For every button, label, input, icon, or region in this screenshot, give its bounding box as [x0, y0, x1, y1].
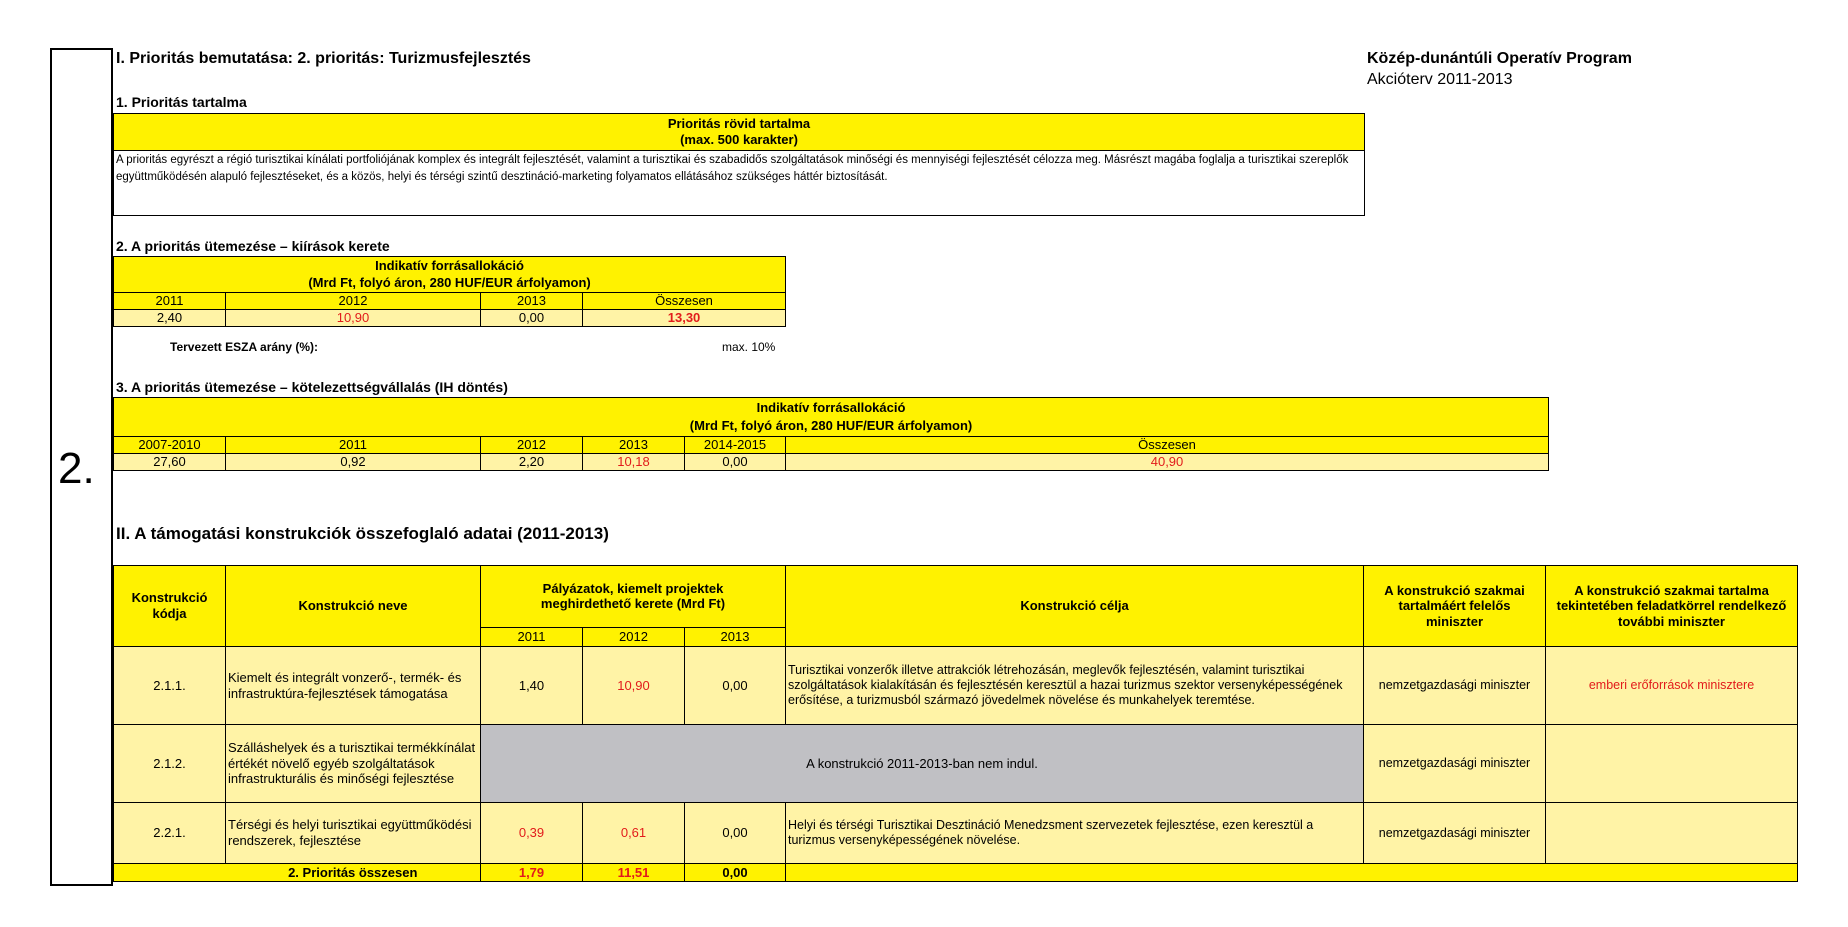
total-label: 2. Prioritás összesen — [226, 864, 481, 882]
page-title: I. Prioritás bemutatása: 2. prioritás: Turizmusfejlesztés — [116, 50, 531, 67]
s1-box-title — [113, 113, 1365, 151]
page-number: 2. — [58, 444, 95, 493]
row-minister-1: nemzetgazdasági miniszter — [1364, 725, 1546, 803]
s2-val-2011: 2,40 — [114, 310, 226, 327]
s3-val-total: 40,90 — [786, 454, 1549, 471]
s3-col-2007-2010: 2007-2010 — [114, 437, 226, 454]
th-budget: Pályázatok, kiemelt projektek meghirdethető kerete (Mrd Ft) — [481, 566, 786, 628]
s2-table — [113, 256, 786, 327]
s3-val-2014-2015: 0,00 — [685, 454, 786, 471]
s3-table-title — [114, 398, 1549, 437]
row-goal: Turisztikai vonzerők illetve attrakciók létrehozásán, meglevők fejlesztésén, valamint turisztikai szolgáltatások kialakításán és fejlesztésén keresztül a hazai turizmus szektor versenyképességének erősítése, a turizmusból származó jövedelmek növelése és munkahelyek teremtése. — [786, 647, 1364, 725]
row-v2012: 10,90 — [583, 647, 685, 725]
row-v2011: 0,39 — [481, 803, 583, 864]
row-minister-2: emberi erőforrások minisztere — [1546, 647, 1798, 725]
s2-val-2013: 0,00 — [481, 310, 583, 327]
row-v2013: 0,00 — [685, 803, 786, 864]
th-minister-1: A konstrukció szakmai tartalmáért felelős miniszter — [1364, 566, 1546, 647]
section-1-heading: 1. Prioritás tartalma — [116, 94, 247, 110]
s2-col-2013: 2013 — [481, 293, 583, 310]
s3-col-total: Összesen — [786, 437, 1549, 454]
s2-table-title — [114, 257, 786, 293]
total-2012: 11,51 — [583, 864, 685, 882]
s2-val-2012: 10,90 — [226, 310, 481, 327]
row-v2011: 1,40 — [481, 647, 583, 725]
plan-subtitle: Akcióterv 2011-2013 — [1367, 71, 1513, 88]
s2-col-2011: 2011 — [114, 293, 226, 310]
s3-col-2012: 2012 — [481, 437, 583, 454]
row-minister-2 — [1546, 803, 1798, 864]
s2-title-line2: (Mrd Ft, folyó áron, 280 HUF/EUR árfolyamon) — [308, 274, 591, 290]
row-minister-2 — [1546, 725, 1798, 803]
s2-col-2012: 2012 — [226, 293, 481, 310]
s3-val-2007-2010: 27,60 — [114, 454, 226, 471]
s3-col-2011: 2011 — [226, 437, 481, 454]
esza-value: max. 10% — [722, 340, 776, 354]
section-3-heading: 3. A prioritás ütemezése – kötelezettségvállalás (IH döntés) — [116, 379, 508, 395]
row-minister-1: nemzetgazdasági miniszter — [1364, 803, 1546, 864]
th-year-2012: 2012 — [583, 627, 685, 646]
th-year-2011: 2011 — [481, 627, 583, 646]
section-2-heading: 2. A prioritás ütemezése – kiírások kerete — [116, 238, 390, 254]
row-code: 2.1.1. — [114, 647, 226, 725]
s3-val-2011: 0,92 — [226, 454, 481, 471]
row-code: 2.2.1. — [114, 803, 226, 864]
row-name: Térségi és helyi turisztikai együttműködési rendszerek, fejlesztése — [226, 803, 481, 864]
row-v2013: 0,00 — [685, 647, 786, 725]
program-title: Közép-dunántúli Operatív Program — [1367, 50, 1632, 67]
s1-box-title-line1: Prioritás rövid tartalma — [667, 115, 811, 131]
row-minister-1: nemzetgazdasági miniszter — [1364, 647, 1546, 725]
row-name: Kiemelt és integrált vonzerő-, termék- és infrastruktúra-fejlesztések támogatása — [226, 647, 481, 725]
s1-box-title-line2: (max. 500 karakter) — [680, 132, 798, 147]
row-goal: Helyi és térségi Turisztikai Desztináció Menedzsment szervezetek fejlesztése, ezen keresztül a turizmus versenyképességének növelése. — [786, 803, 1364, 864]
th-code: Konstrukció kódja — [114, 566, 226, 647]
section-ii-heading: II. A támogatási konstrukciók összefoglaló adatai (2011-2013) — [116, 524, 609, 543]
s3-title-line1: Indikatív forrásallokáció — [756, 399, 906, 415]
s3-table — [113, 397, 1549, 471]
s1-text-box — [113, 150, 1365, 216]
s3-val-2012: 2,20 — [481, 454, 583, 471]
row-v2012: 0,61 — [583, 803, 685, 864]
table-row — [114, 647, 1798, 725]
total-empty — [786, 864, 1798, 882]
s3-col-2013: 2013 — [583, 437, 685, 454]
th-name: Konstrukció neve — [226, 566, 481, 647]
s2-col-total: Összesen — [583, 293, 786, 310]
s2-val-total: 13,30 — [583, 310, 786, 327]
total-row — [114, 864, 1798, 882]
th-goal: Konstrukció célja — [786, 566, 1364, 647]
row-code: 2.1.2. — [114, 725, 226, 803]
s2-title-line1: Indikatív forrásallokáció — [375, 257, 524, 273]
table-row — [114, 725, 1798, 803]
s3-val-2013: 10,18 — [583, 454, 685, 471]
s1-text: A prioritás egyrészt a régió turisztikai kínálati portfoliójának komplex és integrált fejlesztését, valamint a turisztikai és szabadidős szolgáltatások minőségi és mennyiségi fejlesztését célozza meg. Másrészt magába foglalja a turisztikai szereplők együttműködésén alapuló fejlesztéseket, és a közös, helyi és térségi szintű desztináció-marketing folyamatos ellátásához szükséges háttér biztosítását. — [116, 154, 1349, 183]
table-row — [114, 803, 1798, 864]
th-minister-2: A konstrukció szakmai tartalma tekintetében feladatkörrel rendelkező további miniszter — [1546, 566, 1798, 647]
constructions-table — [113, 565, 1798, 882]
row-name: Szálláshelyek és a turisztikai termékkínálat értékét növelő egyéb szolgáltatások infrastrukturális és minőségi fejlesztése — [226, 725, 481, 803]
s3-title-line2: (Mrd Ft, folyó áron, 280 HUF/EUR árfolyamon) — [689, 418, 973, 433]
row-not-started-note: A konstrukció 2011-2013-ban nem indul. — [481, 725, 1364, 803]
esza-label: Tervezett ESZA arány (%): — [170, 340, 319, 354]
total-2013: 0,00 — [685, 864, 786, 882]
th-year-2013: 2013 — [685, 627, 786, 646]
total-2011: 1,79 — [481, 864, 583, 882]
s3-col-2014-2015: 2014-2015 — [685, 437, 786, 454]
